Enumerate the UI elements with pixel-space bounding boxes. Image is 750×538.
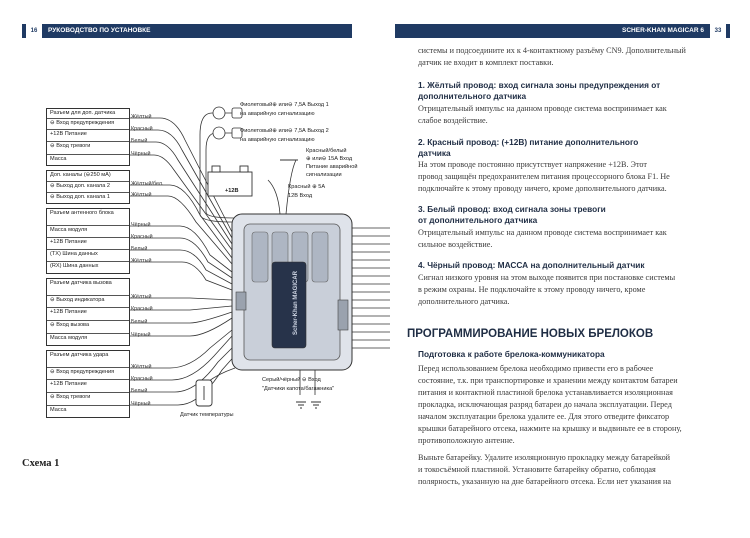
left-header-title: РУКОВОДСТВО ПО УСТАНОВКЕ bbox=[48, 27, 151, 34]
wire-color: Чёрный bbox=[131, 222, 151, 228]
right-page-header bbox=[395, 24, 730, 38]
output-2-label: Фиолетовый⊕ или⊖ 7,5А Выход 2 bbox=[240, 128, 329, 134]
connector-pin: ⊖ Выход доп. канала 1 bbox=[47, 192, 129, 202]
right-page-number: 33 bbox=[710, 24, 726, 38]
power-input-label-1: Красный/белый bbox=[306, 148, 347, 154]
paragraph-line: противоположную антенне. bbox=[418, 436, 515, 445]
wire-color: Красный bbox=[131, 234, 153, 240]
paragraph-line: состояние, т.к. при транспортировке и хранении между контактом батареи bbox=[418, 376, 678, 385]
power-input-label-3: Питание аварийной bbox=[306, 164, 358, 170]
paragraph-line: Отрицательный импульс на данном проводе система воспринимает как bbox=[418, 228, 667, 237]
paragraph-line: Выньте батарейку. Удалите изоляционную прокладку между батарейкой bbox=[418, 453, 671, 462]
connector-pin: Масса модуля bbox=[47, 225, 129, 235]
paragraph-line: слабое воздействие. bbox=[418, 116, 488, 125]
connector-pin: ⊖ Вход вызова bbox=[47, 320, 129, 330]
heading-white-wire: 3. Белый провод: вход сигнала зоны тревоги bbox=[418, 204, 606, 214]
figure-caption: Схема 1 bbox=[22, 458, 60, 469]
wire-color: Жёлтый bbox=[131, 364, 152, 370]
paragraph-line: сильное воздействие. bbox=[418, 240, 493, 249]
wire-color: Красный bbox=[131, 376, 153, 382]
connector-pin: Масса модуля bbox=[47, 333, 129, 343]
paragraph-line: На этом проводе постоянно присутствует напряжение +12В. Этот bbox=[418, 160, 647, 169]
heading-yellow-wire: 1. Жёлтый провод: вход сигнала зоны предупреждения от bbox=[418, 80, 661, 90]
output-1-label: Фиолетовый⊕ или⊖ 7,5А Выход 1 bbox=[240, 102, 329, 108]
wire-color: Жёлтый/бел. bbox=[131, 181, 164, 187]
heading-yellow-wire-2: дополнительного датчика bbox=[418, 91, 527, 101]
intro-line: датчик не входит в комплект поставки. bbox=[418, 58, 554, 67]
connector-pin: Масса bbox=[47, 405, 129, 415]
wire-color: Чёрный bbox=[131, 332, 151, 338]
paragraph-line: началом эксплуатации брелока удалите ее. Для этого отведите фиксатор bbox=[418, 412, 670, 421]
connector-pin: Масса bbox=[47, 154, 129, 164]
subsection-title: Подготовка к работе брелока-коммуникатора bbox=[418, 349, 605, 359]
main-input-label-1: Красный ⊕ 5А bbox=[288, 184, 326, 190]
paragraph-line: Перед использованием брелока необходимо привести его в рабочее bbox=[418, 364, 654, 373]
connector-pin: (TX) Шина данных bbox=[47, 249, 129, 259]
battery-label: +12В bbox=[225, 188, 239, 194]
connector-pin: +12В Питание bbox=[47, 379, 129, 389]
power-input-label-4: сигнализации bbox=[306, 172, 342, 178]
wire-color: Белый bbox=[131, 319, 148, 325]
connector-pin: +12В Питание bbox=[47, 307, 129, 317]
paragraph-line: питания и контактной пластиной брелока устанавливается изоляционная bbox=[418, 388, 673, 397]
connector-title: Разъем антенного блока bbox=[50, 210, 114, 216]
connector-pin: ⊖ Вход тревоги bbox=[47, 392, 129, 402]
connector-pin: ⊖ Вход предупреждения bbox=[47, 367, 129, 377]
paragraph-line: крышки батарейного отсека, нажмите на крышку и выдвиньте ее в сторону, bbox=[418, 424, 682, 433]
hood-input-label-1: Серый/чёрный ⊖ Вход bbox=[262, 377, 321, 383]
connector-pin: +12В Питание bbox=[47, 129, 129, 139]
heading-white-wire-2: от дополнительного датчика bbox=[418, 215, 538, 225]
connector-pin: ⊖ Выход доп. канала 2 bbox=[47, 181, 129, 191]
wire-color: Красный bbox=[131, 126, 153, 132]
left-page-number: 16 bbox=[26, 24, 42, 38]
connector-pin: ⊖ Вход тревоги bbox=[47, 141, 129, 151]
connector-title: Разъем для доп. датчика bbox=[50, 110, 116, 116]
paragraph-line: полярность, указанную на дне батарейного отсека. Если нет указания на bbox=[418, 477, 672, 486]
paragraph-line: прокладка, исключающая разряд батареи до начала эксплуатации. Перед bbox=[418, 400, 672, 409]
wire-color: Жёлтый bbox=[131, 258, 152, 264]
wire-color: Чёрный bbox=[131, 151, 151, 157]
module-label: Scher-Khan MAGICAR bbox=[293, 271, 299, 336]
paragraph-line: Отрицательный импульс на данном проводе система воспринимает как bbox=[418, 104, 667, 113]
paragraph-line: подключайте к этому проводу ничего, кроме дополнительного датчика. bbox=[418, 184, 667, 193]
connector-title: Разъем датчика вызова bbox=[50, 280, 112, 286]
output-2-sub: на аварийную сигнализацию bbox=[240, 137, 315, 143]
connector-pin: +12В Питание bbox=[47, 237, 129, 247]
wire-color: Жёлтый bbox=[131, 192, 152, 198]
connector-pin: ⊖ Вход предупреждения bbox=[47, 118, 129, 128]
wire-color: Чёрный bbox=[131, 401, 151, 407]
connector-antenna-unit bbox=[46, 208, 130, 274]
main-input-label-2: 12В Вход bbox=[288, 193, 313, 199]
wire-color: Белый bbox=[131, 246, 148, 252]
wire-color: Жёлтый bbox=[131, 294, 152, 300]
wire-color: Белый bbox=[131, 388, 148, 394]
connector-extra-channels bbox=[46, 170, 130, 204]
connector-pin: (RX) Шина данных bbox=[47, 261, 129, 271]
connector-shock-sensor bbox=[46, 350, 130, 418]
section-title: ПРОГРАММИРОВАНИЕ НОВЫХ БРЕЛОКОВ bbox=[407, 328, 654, 340]
heading-black-wire: 4. Чёрный провод: МАССА на дополнительный датчик bbox=[418, 260, 645, 270]
hood-input-label-2: "Датчики капота/багажника" bbox=[262, 386, 335, 392]
output-1-sub: на аварийную сигнализацию bbox=[240, 111, 315, 117]
heading-red-wire-2: датчика bbox=[418, 148, 451, 158]
connector-call-sensor bbox=[46, 278, 130, 346]
paragraph-line: Сигнал низкого уровня на этом выходе появится при постановке системы bbox=[418, 273, 676, 282]
paragraph-line: провод защищён предохранителем питания процессорного блока F1. Не bbox=[418, 172, 670, 181]
paragraph-line: в режим охраны. Не подключайте к этому проводу ничего, кроме bbox=[418, 285, 646, 294]
wire-color: Белый bbox=[131, 138, 148, 144]
wire-color: Жёлтый bbox=[131, 114, 152, 120]
connector-title: Разъем датчика удара bbox=[50, 352, 109, 358]
temp-sensor-label: Датчик температуры bbox=[180, 412, 234, 418]
paragraph-line: и токосъёмной пластиной. Установите батарейку обратно, соблюдая bbox=[418, 465, 656, 474]
heading-red-wire: 2. Красный провод: (+12В) питание дополнительного bbox=[418, 137, 639, 147]
paragraph-line: дополнительного датчика. bbox=[418, 297, 510, 306]
connector-extra-sensor bbox=[46, 108, 130, 166]
connector-title: Доп. каналы (⊖250 мА) bbox=[50, 172, 111, 178]
wire-color: Красный bbox=[131, 306, 153, 312]
power-input-label-2: ⊕ или⊖ 15А Вход bbox=[306, 156, 353, 162]
connector-pin: ⊖ Выход индикатора bbox=[47, 295, 129, 305]
right-header-title: SCHER-KHAN MAGICAR 6 bbox=[622, 27, 704, 34]
intro-line: системы и подсоедините их к 4-контактному разъёму CN9. Дополнительный bbox=[418, 46, 686, 55]
